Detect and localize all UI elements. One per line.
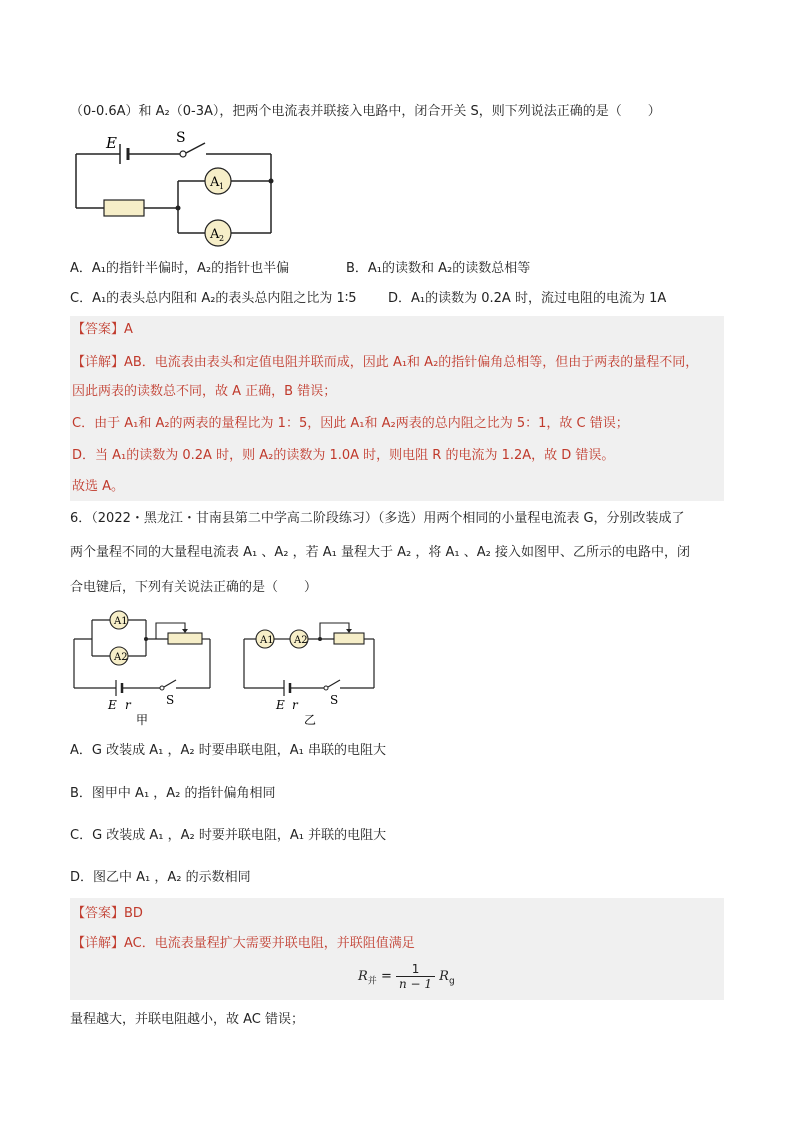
q6-stem-3: 合电键后，下列有关说法正确的是（ ） (70, 580, 318, 595)
q6-detail-2: 量程越大，并联电阻越小，故 AC 错误； (70, 1012, 305, 1027)
label-yi: 乙 (304, 713, 317, 726)
q5-option-a: A．A₁的指针半偏时，A₂的指针也半偏 (70, 261, 290, 276)
q6-stem-1: 6．（2022・黑龙江・甘南县第二中学高二阶段练习）（多选）用两个相同的小量程电流表 G，分别改装成了 (70, 511, 685, 526)
svg-text:S: S (330, 693, 339, 707)
svg-text:A1: A1 (260, 635, 274, 646)
q6-formula: $R_并$ = $\frac{1}{n - 1}$ $R_g$ (358, 962, 455, 991)
svg-text:E: E (276, 698, 285, 712)
q6-circuit-yi (240, 606, 390, 726)
q5-detail-1: 【详解】AB．电流表由表头和定值电阻并联而成，因此 A₁和 A₂的指针偏角总相等，但由于两表的量程不同， (72, 355, 699, 370)
q6-answer: 【答案】BD (72, 906, 143, 921)
q6-option-a: A．G 改装成 A₁ ，A₂ 时要串联电阻，A₁ 串联的电阻大 (70, 743, 386, 758)
q5-answer-block (70, 316, 724, 501)
q5-detail-4: D．当 A₁的读数为 0.2A 时，则 A₂的读数为 1.0A 时，则电阻 R 的电流为 1.2A，故 D 错误。 (72, 448, 615, 463)
svg-text:1: 1 (219, 182, 225, 191)
label-a2: A (210, 227, 220, 242)
q5-option-b: B．A₁的读数和 A₂的读数总相等 (346, 261, 531, 276)
q6-stem-2: 两个量程不同的大量程电流表 A₁ 、A₂ ，若 A₁ 量程大于 A₂ ，将 A₁ 、A₂ 接入如图甲、乙所示的电路中，闭 (70, 545, 690, 560)
q5-detail-3: C．由于 A₁和 A₂的两表的量程比为 1：5，因此 A₁和 A₂两表的总内阻之比为 5：1，故 C 错误； (72, 416, 629, 431)
label-e: E (106, 134, 117, 152)
svg-text:A2: A2 (294, 635, 308, 646)
q6-option-c: C．G 改装成 A₁ ，A₂ 时要并联电阻，A₁ 并联的电阻大 (70, 828, 387, 843)
q5-option-c: C．A₁的表头总内阻和 A₂的表头总内阻之比为 1∶5 (70, 291, 357, 306)
svg-text:2: 2 (219, 234, 225, 243)
svg-text:S: S (166, 693, 175, 707)
svg-text:r: r (292, 698, 298, 712)
label-s: S (176, 130, 186, 146)
q5-detail-5: 故选 A。 (72, 479, 125, 494)
q6-option-b: B．图甲中 A₁ ，A₂ 的指针偏角相同 (70, 786, 276, 801)
svg-text:A2: A2 (114, 652, 128, 663)
q5-option-d: D．A₁的读数为 0.2A 时，流过电阻的电流为 1A (388, 291, 667, 306)
q6-circuit-jia (70, 606, 220, 726)
label-a1: A (210, 175, 220, 190)
q5-detail-2: 因此两表的读数总不同，故 A 正确，B 错误； (72, 384, 337, 399)
svg-text:E: E (108, 698, 117, 712)
q6-option-d: D．图乙中 A₁ ，A₂ 的示数相同 (70, 870, 251, 885)
svg-text:r: r (125, 698, 131, 712)
label-jia: 甲 (136, 713, 149, 726)
svg-text:A1: A1 (114, 616, 128, 627)
q5-circuit-figure (70, 128, 290, 248)
q5-answer: 【答案】A (72, 322, 133, 337)
q6-detail-1: 【详解】AC．电流表量程扩大需要并联电阻，并联阻值满足 (72, 936, 415, 951)
q5-stem: （0-0.6A）和 A₂（0-3A），把两个电流表并联接入电路中，闭合开关 S，则下列说法正确的是（ ） (70, 104, 661, 119)
